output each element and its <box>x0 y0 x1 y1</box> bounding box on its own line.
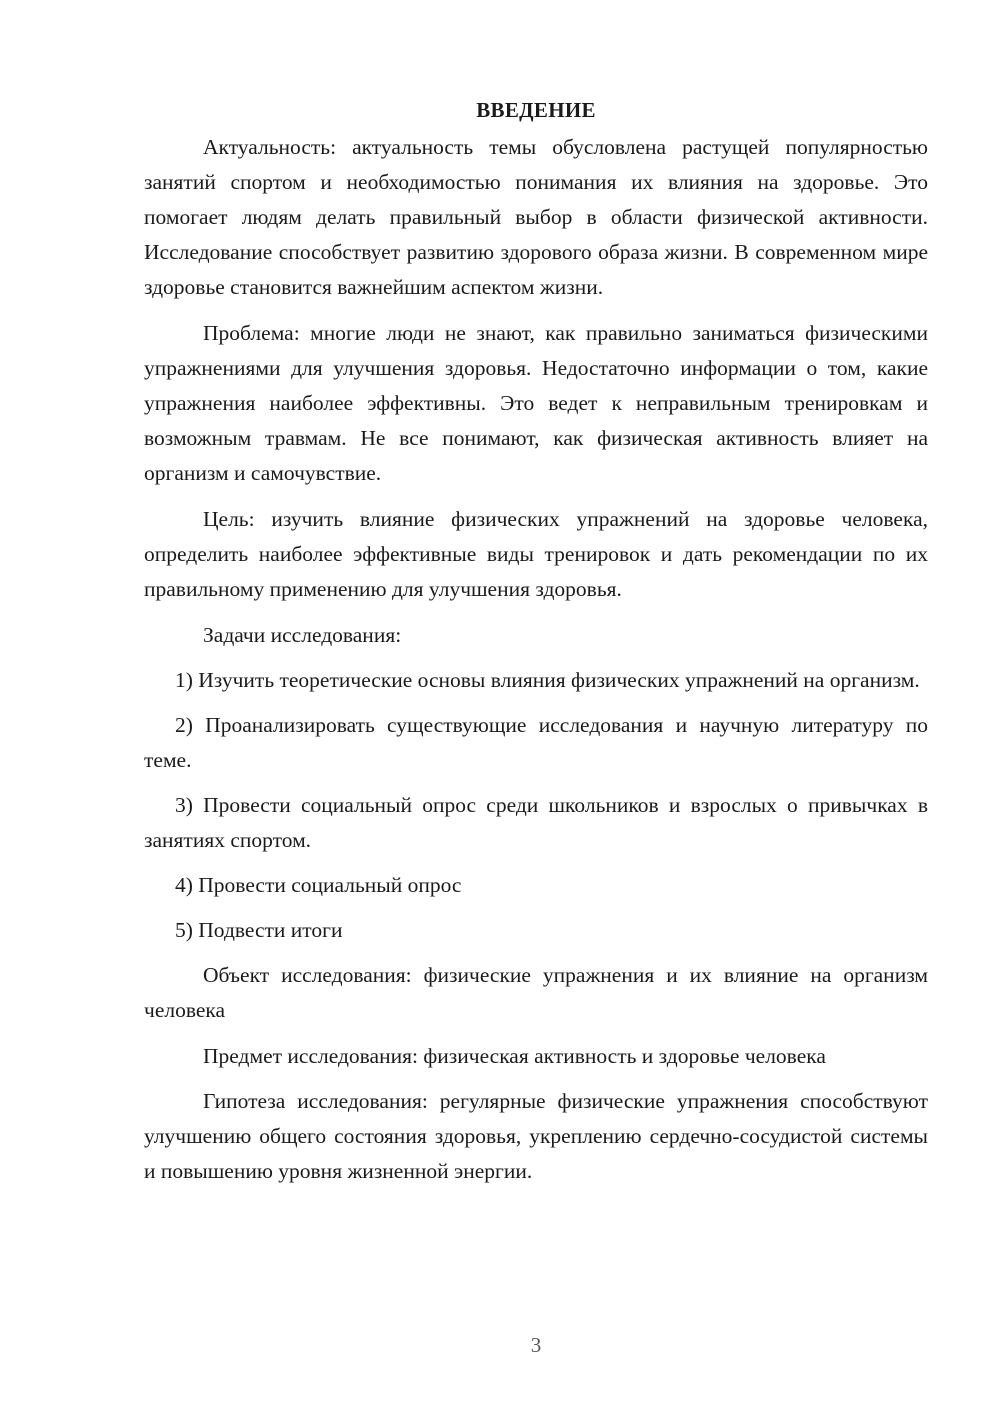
object-paragraph: Объект исследования: физические упражнения и их влияние на организм человека <box>144 963 928 1022</box>
tasks-heading: Задачи исследования: <box>203 623 402 647</box>
page-number: 3 <box>530 1333 542 1357</box>
task-item-1: 1) Изучить теоретические основы влияния физических упражнений на организм. <box>175 668 920 692</box>
section-title: ВВЕДЕНИЕ <box>476 98 596 122</box>
task-item-2: 2) Проанализировать существующие исследования и научную литературу по теме. <box>144 713 928 772</box>
task-item-5: 5) Подвести итоги <box>175 918 343 942</box>
subject-paragraph: Предмет исследования: физическая активность и здоровье человека <box>203 1044 826 1068</box>
hypothesis-paragraph: Гипотеза исследования: регулярные физические упражнения способствуют улучшению общего состояния здоровья, укреплению сердечно-сосудистой системы и повышению уровня жизненной энергии. <box>144 1089 928 1183</box>
relevance-paragraph: Актуальность: актуальность темы обусловлена растущей популярностью занятий спортом и необходимостью понимания их влияния на здоровье. Это помогает людям делать правильный выбор в области физической активности. Исследование способствует развитию здорового образа жизни. В современном мире здоровье становится важнейшим аспектом жизни. <box>144 135 928 299</box>
goal-paragraph: Цель: изучить влияние физических упражнений на здоровье человека, определить наиболее эффективные виды тренировок и дать рекомендации по их правильному применению для улучшения здоровья. <box>144 507 928 601</box>
task-item-4: 4) Провести социальный опрос <box>175 873 462 897</box>
problem-paragraph: Проблема: многие люди не знают, как правильно заниматься физическими упражнениями для улучшения здоровья. Недостаточно информации о том, какие упражнения наиболее эффективны. Это ведет к неправильным тренировкам и возможным травмам. Не все понимают, как физическая активность влияет на организм и самочувствие. <box>144 321 928 485</box>
task-item-3: 3) Провести социальный опрос среди школьников и взрослых о привычках в занятиях спортом. <box>144 793 928 852</box>
document-page <box>144 92 928 1200</box>
